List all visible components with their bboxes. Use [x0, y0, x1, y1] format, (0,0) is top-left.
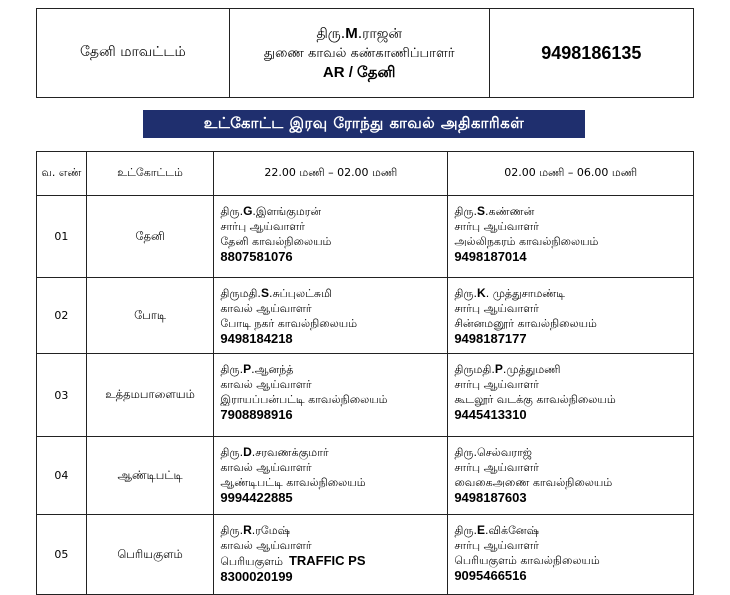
- dsp-officer-post: AR / தேனி: [322, 64, 396, 81]
- officer-phone: 9498187603: [454, 490, 527, 505]
- officer-phone: 8807581076: [220, 249, 293, 264]
- table-row: [37, 278, 694, 354]
- officer-name: திரு.K. முத்துசாமண்டி: [454, 286, 566, 300]
- officer-rank: சார்பு ஆய்வாளர்: [220, 220, 305, 233]
- officer-station: கூடலூர் வடக்கு காவல்நிலையம்: [454, 393, 616, 406]
- col-header-shift1: 22.00 மணி – 02.00 மணி: [214, 152, 448, 196]
- shift1-officer: [214, 196, 448, 278]
- officer-phone: 9445413310: [454, 407, 527, 422]
- shift2-officer: [448, 196, 694, 278]
- district-name: தேனி மாவட்டம்: [37, 9, 230, 98]
- dsp-officer-name: திரு.M.ராஜன்: [316, 25, 402, 42]
- officer-name: திரு.S.கண்ணன்: [454, 204, 535, 218]
- officer-phone: 9095466516: [454, 568, 527, 583]
- row-sno: 01: [37, 196, 87, 278]
- patrol-roster-table: [36, 151, 694, 595]
- officer-rank: காவல் ஆய்வாளர்: [220, 378, 312, 391]
- shift2-officer: [448, 354, 694, 437]
- shift2-officer: [448, 437, 694, 515]
- header-table: [36, 8, 694, 98]
- table-header-row: [37, 152, 694, 196]
- officer-phone: 8300020199: [220, 569, 293, 584]
- officer-station: பெரியகுளம் TRAFFIC PS: [220, 553, 366, 568]
- col-header-shift2: 02.00 மணி – 06.00 மணி: [448, 152, 694, 196]
- officer-station: தேனி காவல்நிலையம்: [220, 235, 332, 248]
- table-row: [37, 354, 694, 437]
- row-sno: 04: [37, 437, 87, 515]
- officer-station: போடி நகர் காவல்நிலையம்: [220, 317, 358, 330]
- officer-station: இராயப்பன்பட்டி காவல்நிலையம்: [220, 393, 388, 406]
- shift1-officer: [214, 278, 448, 354]
- officer-name: திரு.D.சரவணக்குமார்: [220, 445, 329, 459]
- section-banner: உட்கோட்ட இரவு ரோந்து காவல் அதிகாரிகள்: [143, 110, 585, 138]
- row-sno: 05: [37, 515, 87, 595]
- shift1-officer: [214, 437, 448, 515]
- officer-phone: 9994422885: [220, 490, 293, 505]
- officer-phone: 9498187014: [454, 249, 527, 264]
- table-row: [37, 196, 694, 278]
- table-row: [37, 515, 694, 595]
- row-subdivision: பெரியகுளம்: [86, 515, 214, 595]
- table-row: [37, 437, 694, 515]
- officer-rank: சார்பு ஆய்வாளர்: [454, 539, 539, 552]
- officer-name: திரு.E.விக்னேஷ்: [454, 523, 539, 537]
- row-subdivision: போடி: [86, 278, 214, 354]
- col-header-sno: வ. எண்: [37, 152, 87, 196]
- officer-phone: 7908898916: [220, 407, 293, 422]
- officer-rank: காவல் ஆய்வாளர்: [220, 302, 312, 315]
- officer-phone: 9498187177: [454, 331, 527, 346]
- row-subdivision: தேனி: [86, 196, 214, 278]
- officer-name: திரு.G.இளங்குமரன்: [220, 204, 322, 218]
- officer-rank: காவல் ஆய்வாளர்: [220, 539, 312, 552]
- officer-station: வைகைஅணை காவல்நிலையம்: [454, 476, 613, 489]
- col-header-subdivision: உட்கோட்டம்: [86, 152, 214, 196]
- shift2-officer: [448, 278, 694, 354]
- officer-station: ஆண்டிபட்டி காவல்நிலையம்: [220, 476, 366, 489]
- officer-name: திருமதி.P.முத்துமணி: [454, 362, 561, 376]
- row-subdivision: உத்தமபாளையம்: [86, 354, 214, 437]
- shift1-officer: [214, 515, 448, 595]
- officer-rank: சார்பு ஆய்வாளர்: [454, 302, 539, 315]
- dsp-officer-block: [229, 9, 489, 98]
- officer-rank: காவல் ஆய்வாளர்: [220, 461, 312, 474]
- officer-name: திரு.R.ரமேஷ்: [220, 523, 290, 537]
- row-sno: 02: [37, 278, 87, 354]
- row-subdivision: ஆண்டிபட்டி: [86, 437, 214, 515]
- officer-name: திரு.P.ஆனந்த்: [220, 362, 294, 376]
- officer-station: சின்னமனூர் காவல்நிலையம்: [454, 317, 597, 330]
- dsp-phone: 9498186135: [489, 9, 693, 98]
- officer-station: அல்லிநகரம் காவல்நிலையம்: [454, 235, 599, 248]
- officer-name: திரு.செல்வராஜ்: [454, 446, 532, 459]
- station-extra: TRAFFIC PS: [288, 553, 366, 568]
- officer-rank: சார்பு ஆய்வாளர்: [454, 220, 539, 233]
- officer-rank: சார்பு ஆய்வாளர்: [454, 378, 539, 391]
- officer-rank: சார்பு ஆய்வாளர்: [454, 461, 539, 474]
- officer-station: பெரியகுளம் காவல்நிலையம்: [454, 554, 600, 567]
- officer-phone: 9498184218: [220, 331, 293, 346]
- officer-name: திருமதி.S.சுப்புலட்சுமி: [220, 286, 332, 300]
- shift1-officer: [214, 354, 448, 437]
- row-sno: 03: [37, 354, 87, 437]
- dsp-officer-designation: துணை காவல் கண்காணிப்பாளர்: [263, 46, 455, 61]
- shift2-officer: [448, 515, 694, 595]
